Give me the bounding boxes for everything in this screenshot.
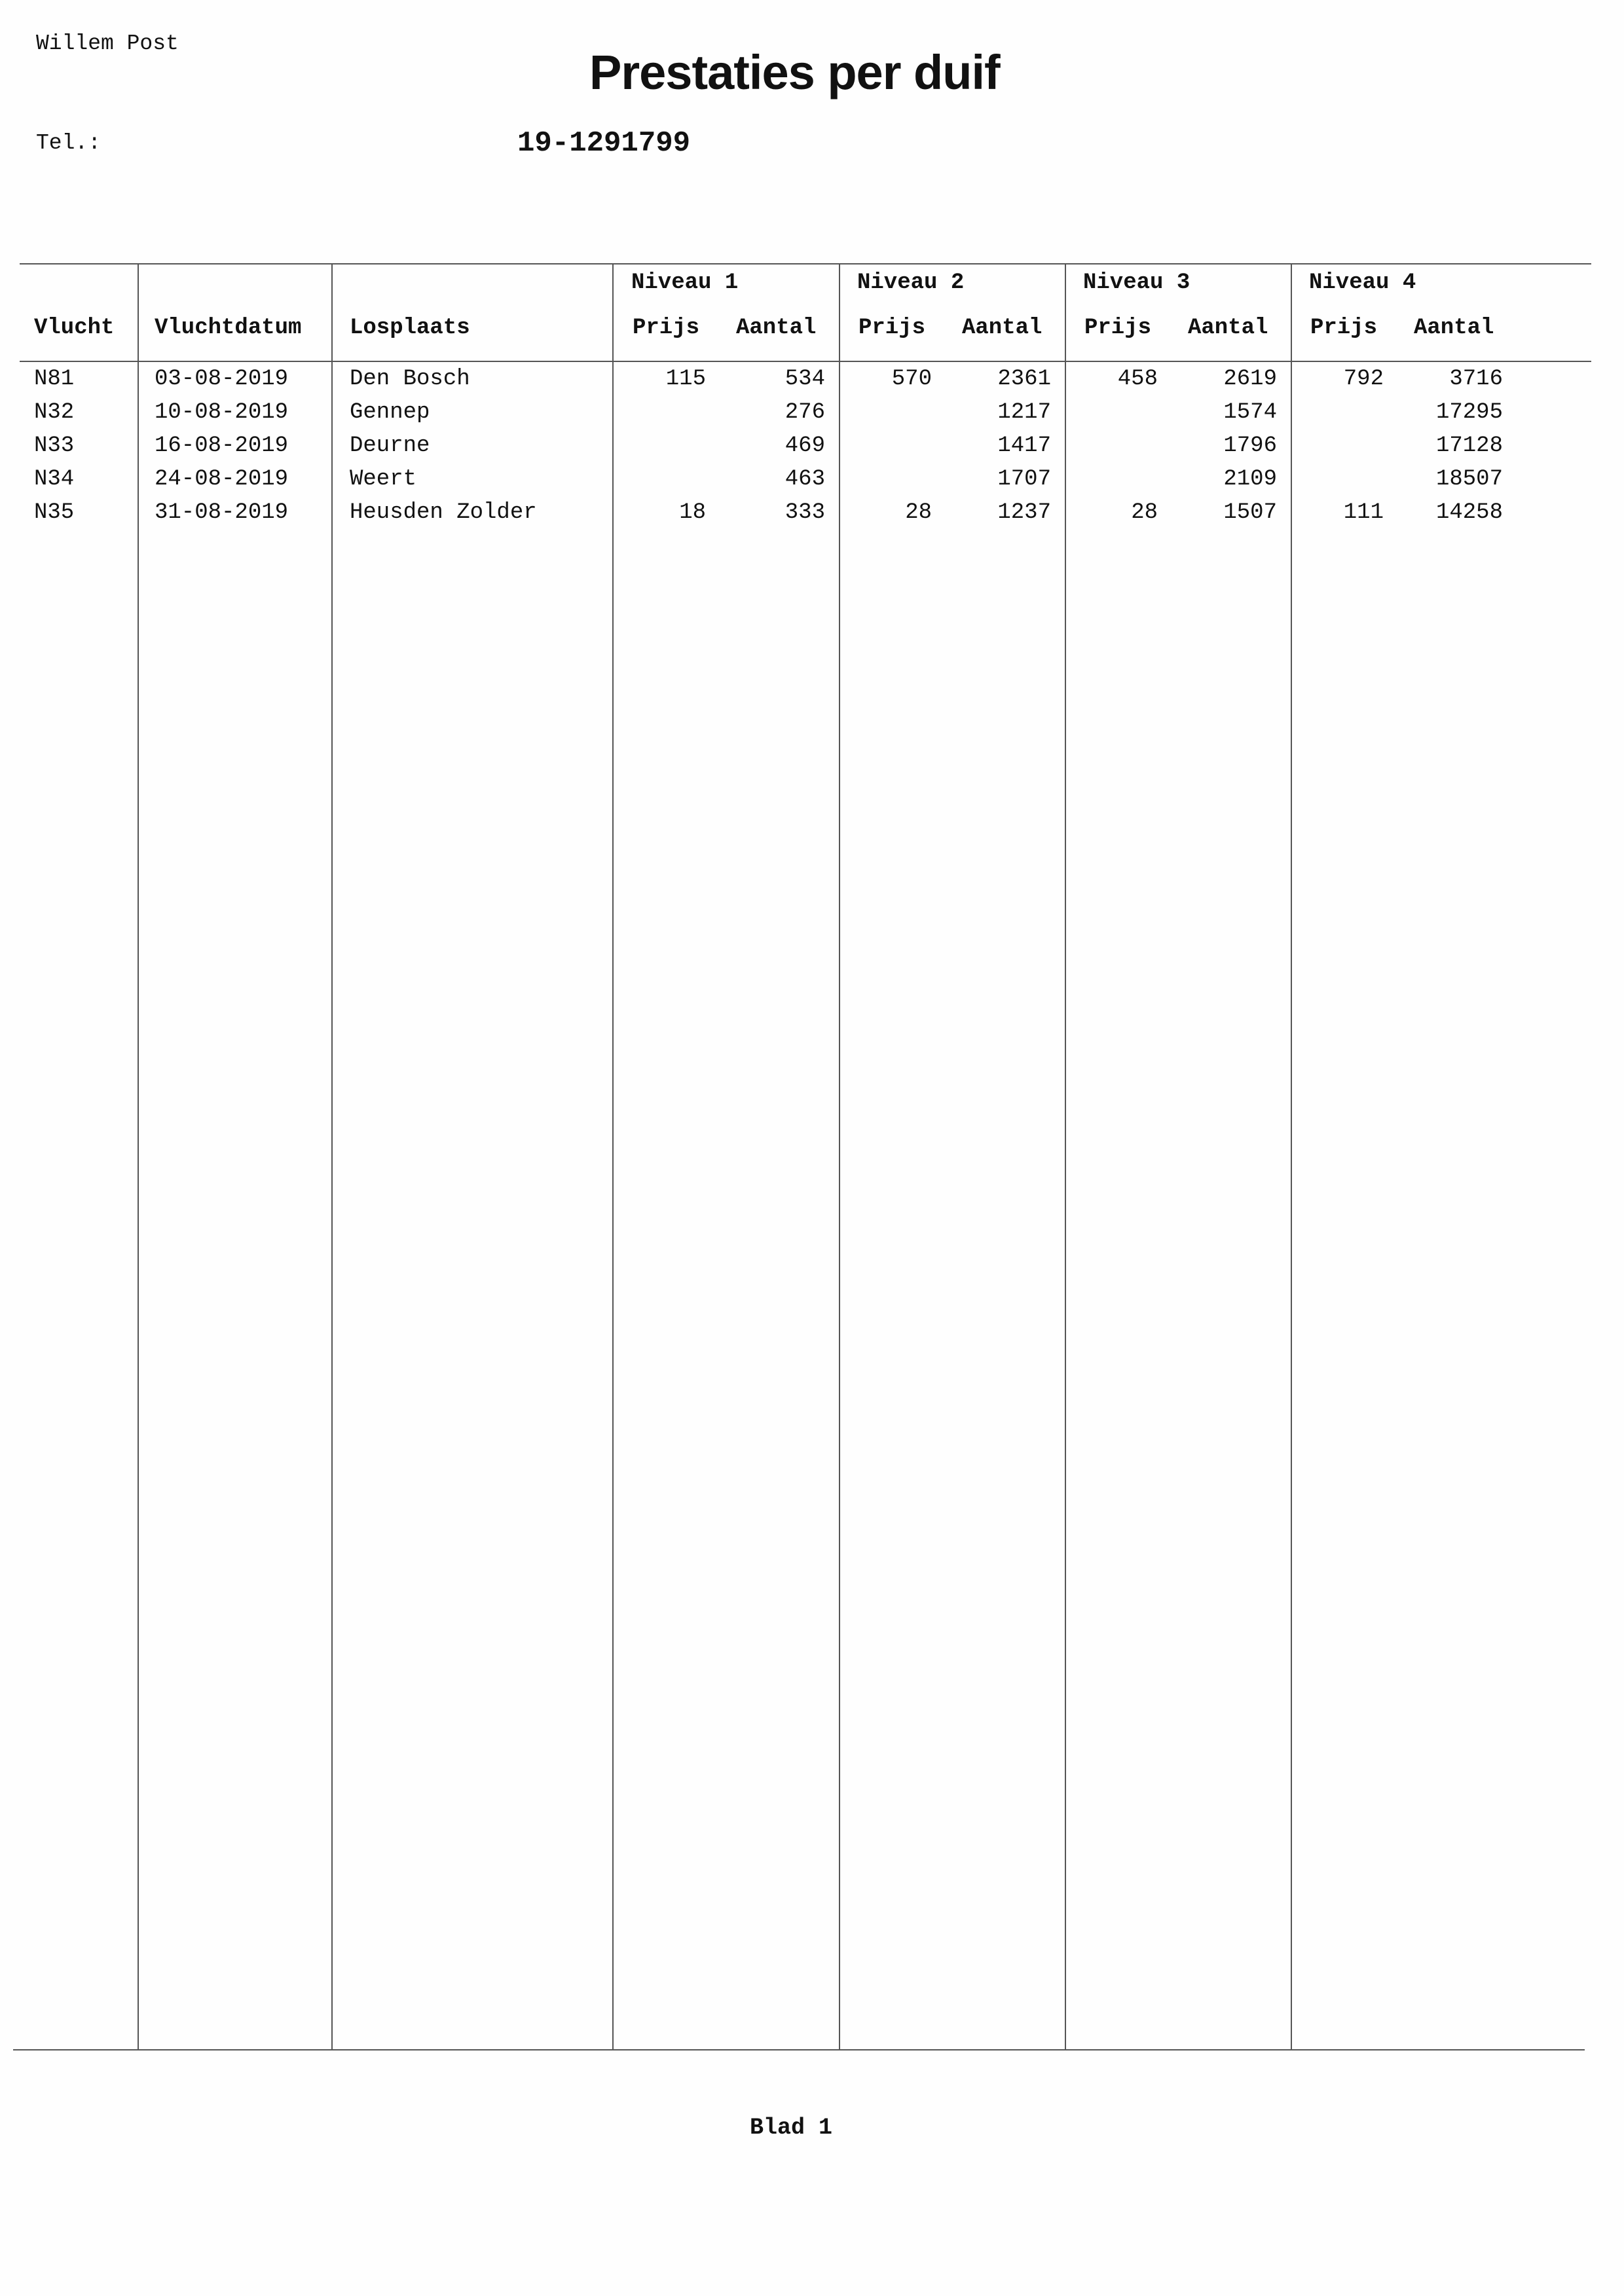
cell-n3-aantal: 1574 (1223, 400, 1277, 425)
header-prijs: Prijs (1310, 316, 1378, 340)
cell-vlucht: N81 (34, 367, 75, 392)
header-prijs: Prijs (633, 316, 700, 340)
column-divider (331, 263, 333, 2049)
cell-n3-aantal: 1507 (1223, 500, 1277, 525)
header-niveau-2: Niveau 2 (857, 270, 965, 295)
cell-losplaats: Deurne (350, 433, 430, 458)
cell-datum: 03-08-2019 (155, 367, 289, 392)
header-prijs: Prijs (1084, 316, 1152, 340)
header-niveau-3: Niveau 3 (1083, 270, 1190, 295)
cell-n1-aantal: 463 (784, 467, 825, 492)
cell-n3-prijs: 458 (1117, 367, 1158, 392)
cell-n4-aantal: 17295 (1435, 400, 1503, 425)
cell-n3-prijs: 28 (1131, 500, 1158, 525)
header-vlucht: Vlucht (34, 316, 115, 340)
cell-n3-aantal: 1796 (1223, 433, 1277, 458)
cell-n4-prijs: 792 (1343, 367, 1384, 392)
cell-n1-prijs: 115 (665, 367, 706, 392)
cell-n2-aantal: 1217 (997, 400, 1051, 425)
header-bottom-border (20, 361, 1591, 362)
column-divider (612, 263, 614, 2049)
cell-datum: 24-08-2019 (155, 467, 289, 492)
header-aantal: Aantal (736, 316, 817, 340)
header-niveau-4: Niveau 4 (1309, 270, 1416, 295)
cell-vlucht: N33 (34, 433, 75, 458)
cell-n3-aantal: 2619 (1223, 367, 1277, 392)
ring-number: 19-1291799 (517, 127, 691, 160)
header-losplaats: Losplaats (350, 316, 470, 340)
cell-n1-aantal: 276 (784, 400, 825, 425)
cell-n4-aantal: 18507 (1435, 467, 1503, 492)
header-niveau-1: Niveau 1 (631, 270, 739, 295)
cell-n2-prijs: 28 (905, 500, 932, 525)
header-aantal: Aantal (962, 316, 1043, 340)
column-divider (138, 263, 139, 2049)
cell-n3-aantal: 2109 (1223, 467, 1277, 492)
header-aantal: Aantal (1188, 316, 1268, 340)
header-aantal: Aantal (1414, 316, 1494, 340)
column-divider (1291, 263, 1292, 2049)
cell-n2-aantal: 1237 (997, 500, 1051, 525)
column-divider (1065, 263, 1066, 2049)
cell-n1-aantal: 534 (784, 367, 825, 392)
cell-losplaats: Weert (350, 467, 417, 492)
column-divider (839, 263, 840, 2049)
cell-vlucht: N35 (34, 500, 75, 525)
cell-datum: 31-08-2019 (155, 500, 289, 525)
cell-n2-aantal: 1417 (997, 433, 1051, 458)
table-bottom-border (13, 2049, 1585, 2050)
cell-n1-prijs: 18 (679, 500, 706, 525)
telephone-label: Tel.: (36, 131, 101, 155)
cell-vlucht: N32 (34, 400, 75, 425)
cell-n4-aantal: 3716 (1449, 367, 1503, 392)
cell-n2-aantal: 2361 (997, 367, 1051, 392)
cell-n1-aantal: 333 (784, 500, 825, 525)
table-top-border (20, 263, 1591, 264)
page-number: Blad 1 (750, 2115, 833, 2141)
cell-n2-prijs: 570 (891, 367, 932, 392)
cell-datum: 10-08-2019 (155, 400, 289, 425)
cell-n4-aantal: 17128 (1435, 433, 1503, 458)
page-title: Prestaties per duif (589, 45, 1000, 100)
cell-n2-aantal: 1707 (997, 467, 1051, 492)
cell-n4-prijs: 111 (1343, 500, 1384, 525)
cell-losplaats: Gennep (350, 400, 430, 425)
cell-n4-aantal: 14258 (1435, 500, 1503, 525)
cell-vlucht: N34 (34, 467, 75, 492)
header-prijs: Prijs (858, 316, 926, 340)
cell-losplaats: Heusden Zolder (350, 500, 537, 525)
cell-datum: 16-08-2019 (155, 433, 289, 458)
header-vluchtdatum: Vluchtdatum (155, 316, 302, 340)
cell-losplaats: Den Bosch (350, 367, 470, 392)
cell-n1-aantal: 469 (784, 433, 825, 458)
owner-name: Willem Post (36, 31, 179, 56)
